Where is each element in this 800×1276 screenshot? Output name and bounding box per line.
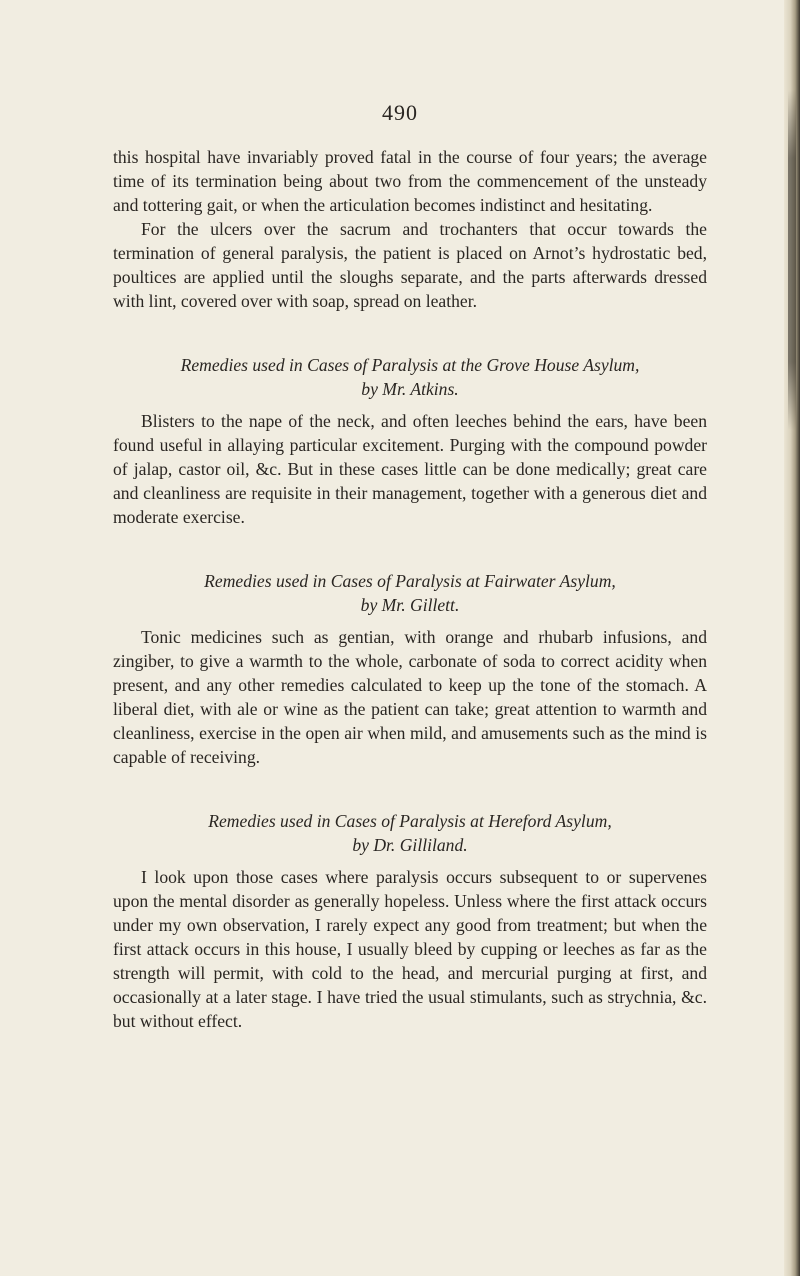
page-number: 490: [382, 100, 418, 125]
binding-shadow: [788, 90, 796, 430]
heading-line: Remedies used in Cases of Paralysis at the Grove House Asylum,: [180, 355, 640, 375]
section-body-grove-house: Blisters to the nape of the neck, and often leeches behind the ears, have been found useful in allaying particular excitement. Purging with the compound powder of jalap, castor oil, &c. But in these cases little can be done medically; great care and cleanliness are requisite in their management, together with a generous diet and moderate exercise.: [113, 411, 707, 527]
section-spacer: [113, 401, 707, 409]
section-spacer: [113, 313, 707, 353]
section-heading-fairwater: [113, 569, 707, 617]
section-spacer: [113, 617, 707, 625]
heading-line: Remedies used in Cases of Paralysis at Fairwater Asylum,: [204, 571, 616, 591]
section-heading-hereford: [113, 809, 707, 857]
section-spacer: [113, 857, 707, 865]
heading-attribution: by Dr. Gilliland.: [352, 835, 468, 855]
section-body-hereford: I look upon those cases where paralysis occurs subsequent to or supervenes upon the mental disorder as generally hopeless. Unless where the first attack occurs under my own observation, I rarely expect any good from treatment; but when the first attack occurs in this house, I usually bleed by cupping or leeches as far as the strength will permit, with cold to the head, and mercurial purging at first, and occasionally at a later stage. I have tried the usual stimulants, such as strychnia, &c. but without effect.: [113, 867, 707, 1031]
page-body: [113, 145, 707, 1033]
section-spacer: [113, 529, 707, 569]
heading-attribution: by Mr. Gillett.: [360, 595, 460, 615]
paragraph-continuation: this hospital have invariably proved fatal in the course of four years; the average time of its termination being about two from the commencement of the unsteady and tottering gait, or when the articulation becomes indistinct and hesitating.: [113, 147, 707, 215]
heading-line: Remedies used in Cases of Paralysis at Hereford Asylum,: [208, 811, 612, 831]
heading-attribution: by Mr. Atkins.: [361, 379, 459, 399]
section-body-fairwater: Tonic medicines such as gentian, with orange and rhubarb infusions, and zingiber, to give a warmth to the whole, carbonate of soda to correct acidity when present, and any other remedies calculated to keep up the tone of the stomach. A liberal diet, with ale or wine as the patient can take; great attention to warmth and cleanliness, exercise in the open air when mild, and amusements such as the mind is capable of receiving.: [113, 627, 707, 767]
paragraph-ulcer-treatment: For the ulcers over the sacrum and trochanters that occur towards the termination of general paralysis, the patient is placed on Arnot’s hydrostatic bed, poultices are applied until the sloughs separate, and the parts afterwards dressed with lint, covered over with soap, spread on leather.: [113, 219, 707, 311]
section-spacer: [113, 769, 707, 809]
section-heading-grove-house: [113, 353, 707, 401]
